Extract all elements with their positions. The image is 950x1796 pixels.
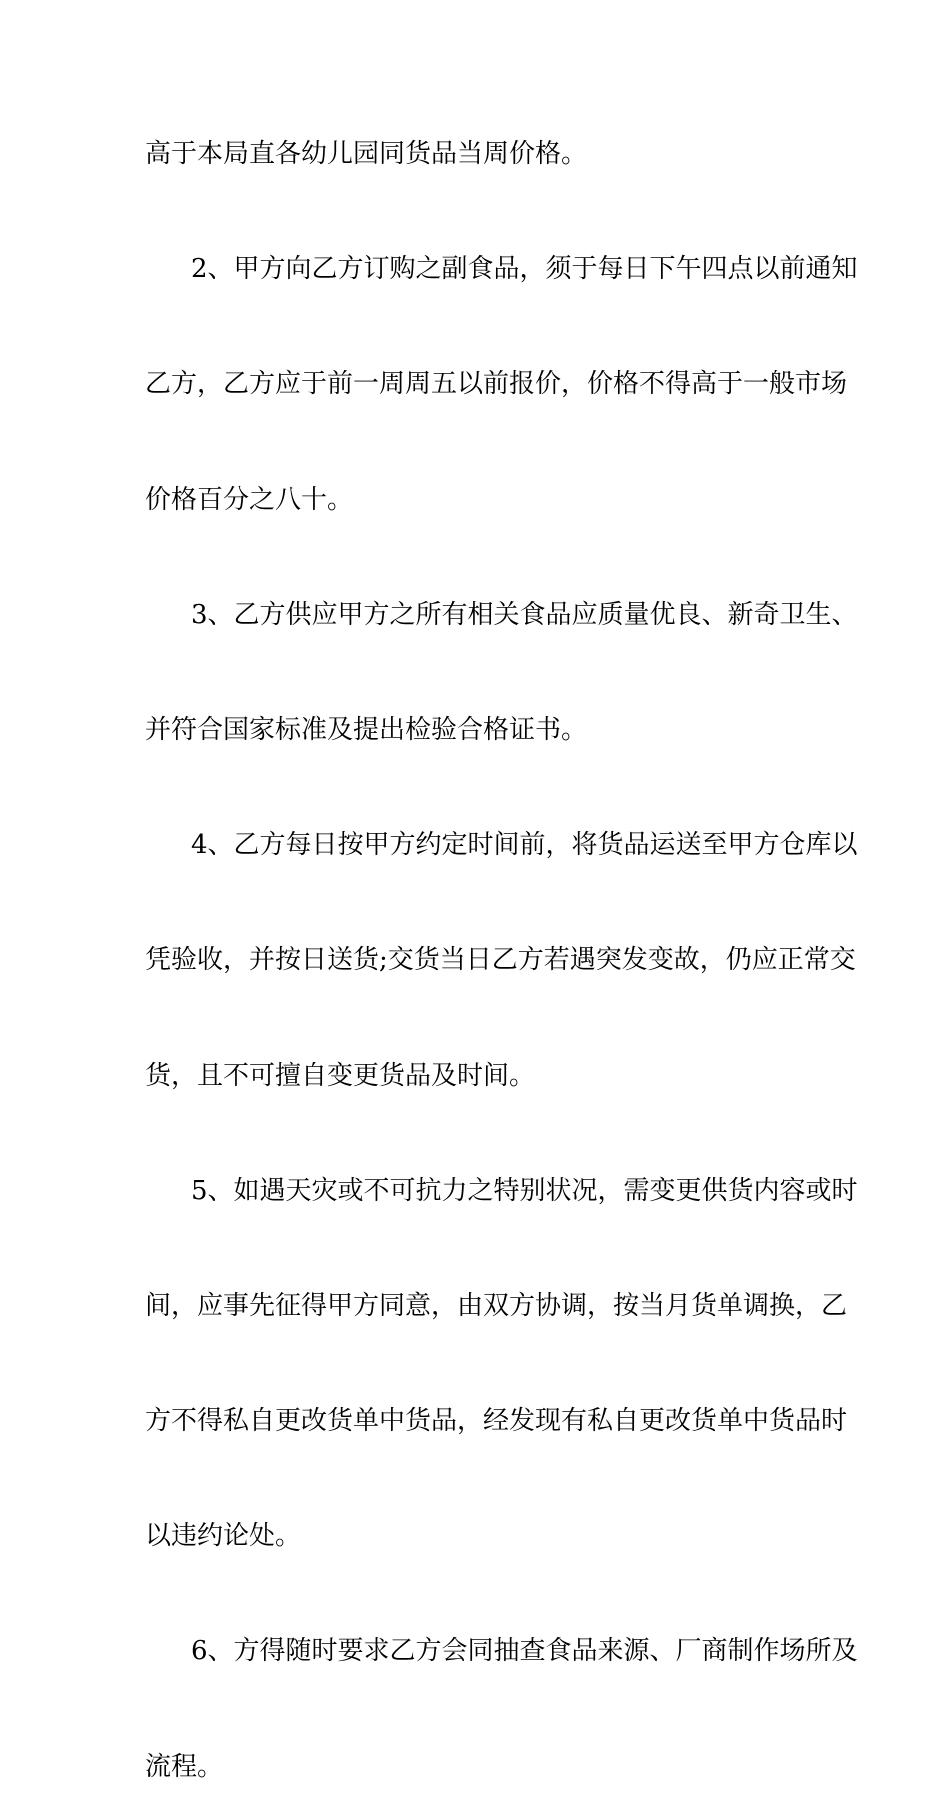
- clause-4-line: 凭验收，并按日送货;交货当日乙方若遇突发变故，仍应正常交: [145, 945, 856, 976]
- clause-2-line: 价格百分之八十。: [145, 484, 354, 515]
- text-line: [145, 1681, 810, 1739]
- text-line: [145, 1566, 810, 1624]
- text-line: [145, 529, 810, 587]
- clause-5-line: 方不得私自更改货单中货品，经发现有私自更改货单中货品时: [145, 1406, 848, 1437]
- text-line: [145, 1451, 810, 1509]
- document-body: [145, 126, 858, 1796]
- text-line: [145, 1105, 810, 1163]
- text-line: [145, 1220, 810, 1278]
- text-line: [145, 184, 810, 242]
- text-line: [145, 760, 810, 818]
- clause-4-line: 4、乙方每日按甲方约定时间前，将货品运送至甲方仓库以: [191, 830, 858, 861]
- clause-5-line: 以违约论处。: [145, 1521, 302, 1552]
- clause-6-line: 6、方得随时要求乙方会同抽查食品来源、厂商制作场所及: [191, 1636, 858, 1667]
- clause-5-line: 5、如遇天灾或不可抗力之特别状况，需变更供货内容或时: [191, 1175, 858, 1206]
- text-line: [145, 299, 810, 357]
- clause-5-line: 间，应事先征得甲方同意，由双方协调，按当月货单调换，乙: [145, 1290, 848, 1321]
- text-line: 高于本局直各幼儿园同货品当周价格。: [145, 139, 588, 169]
- clause-3-line: 3、乙方供应甲方之所有相关食品应质量优良、新奇卫生、: [191, 599, 858, 630]
- text-line: [145, 414, 810, 472]
- clause-6-line: 流程。: [145, 1751, 224, 1782]
- clause-4-line: 货，且不可擅自变更货品及时间。: [145, 1060, 536, 1091]
- clause-2-line: 乙方，乙方应于前一周周五以前报价，价格不得高于一般市场: [145, 369, 848, 400]
- clause-2-line: 2、甲方向乙方订购之副食品，须于每日下午四点以前通知: [191, 254, 858, 285]
- text-line: [145, 644, 810, 702]
- text-line: [145, 1335, 810, 1393]
- text-line: [145, 875, 810, 933]
- clause-3-line: 并符合国家标准及提出检验合格证书。: [145, 714, 588, 745]
- text-line: [145, 990, 810, 1048]
